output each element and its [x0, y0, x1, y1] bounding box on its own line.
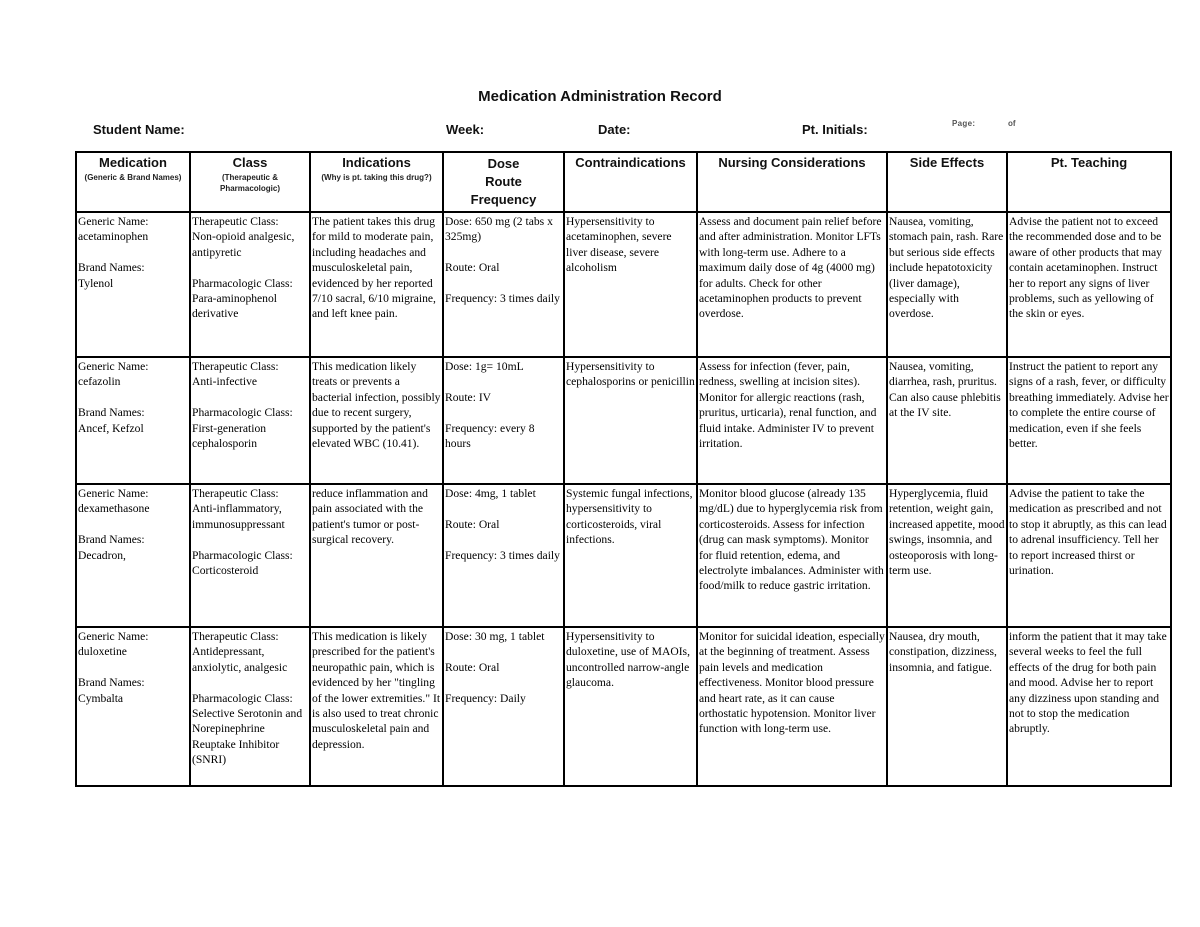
- date-label: Date:: [598, 122, 631, 137]
- cell-text: Hypersensitivity to acetaminophen, severe liver disease, severe alcoholism: [566, 215, 675, 275]
- cell-indications: [310, 212, 443, 357]
- cell-text: Therapeutic Class: Anti-infective Pharmacologic Class: First-generation cephalosporin: [192, 360, 293, 451]
- header-nursing-considerations: [697, 152, 887, 212]
- header-indications-title: Indications: [342, 155, 411, 170]
- cell-text: This medication likely treats or prevents a bacterial infection, possibly due to recent surgery, supported by the patient's elevated WBC (10.41).: [312, 360, 444, 451]
- header-medication-subtitle: (Generic & Brand Names): [84, 173, 182, 182]
- cell-text: Assess and document pain relief before and after administration. Monitor LFTs with long-term use. Adhere to a maximum daily dose of 4g (4000 mg) for adults. Check for other acetaminophen products to prevent overdose.: [699, 215, 885, 321]
- cell-pt-teaching: [1007, 357, 1171, 484]
- header-indications: [310, 152, 443, 212]
- cell-text: Assess for infection (fever, pain, redness, swelling at incision sites). Monitor for allergic reactions (rash, pruritus, urticaria), renal function, and fluid intake. Administer IV to prevent irritation.: [699, 360, 880, 451]
- cell-text: Therapeutic Class: Antidepressant, anxiolytic, analgesic Pharmacologic Class: Selective Serotonin and Norepinephrine Reuptake Inhibitor (SNRI): [192, 630, 303, 767]
- cell-text: Hyperglycemia, fluid retention, weight gain, increased appetite, mood swings, insomnia, and osteoporosis with long-term use.: [889, 487, 1008, 578]
- header-pt-teaching: [1007, 152, 1171, 212]
- header-frequency-title: Frequency: [470, 192, 537, 207]
- cell-side-effects: [887, 484, 1007, 627]
- table-row: [76, 212, 1171, 357]
- cell-text: Instruct the patient to report any signs of a rash, fever, or difficulty breathing immediately. Advise her to complete the entire course of medication, even if she feels better.: [1009, 360, 1172, 451]
- cell-pt-teaching: [1007, 484, 1171, 627]
- cell-class: [190, 484, 310, 627]
- cell-text: Dose: 1g= 10mL Route: IV Frequency: every 8 hours: [445, 360, 535, 451]
- cell-indications: [310, 484, 443, 627]
- cell-text: Generic Name: cefazolin Brand Names: Ancef, Kefzol: [78, 360, 149, 435]
- cell-text: Advise the patient to take the medication as prescribed and not to stop it abruptly, as this can lead to adrenal insufficiency. Tell her to report increased thirst or urination.: [1009, 487, 1170, 578]
- cell-text: Generic Name: acetaminophen Brand Names: Tylenol: [78, 215, 149, 290]
- cell-text: reduce inflammation and pain associated with the patient's tumor or post-surgical recovery.: [312, 487, 431, 547]
- cell-indications: [310, 357, 443, 484]
- cell-text: Therapeutic Class: Anti-inflammatory, immunosuppressant Pharmacologic Class: Corticosteroid: [192, 487, 293, 578]
- cell-text: Hypersensitivity to cephalosporins or penicillin: [566, 360, 695, 389]
- cell-text: Monitor for suicidal ideation, especially at the beginning of treatment. Assess pain levels and medication effectiveness. Monitor blood pressure and heart rate, as it can cause orthostatic hypotension. Monitor liver function with long-term use.: [699, 630, 888, 736]
- cell-text: Nausea, vomiting, stomach pain, rash. Rare but serious side effects include hepatotoxicity (liver damage), especially with overdose.: [889, 215, 1007, 321]
- cell-text: Monitor blood glucose (already 135 mg/dL) due to hyperglycemia risk from corticosteroids. Assess for infection (drug can mask symptoms). Monitor for fluid retention, edema, and electrolyte imbalances. Administer with food/milk to reduce gastric irritation.: [699, 487, 887, 593]
- cell-class: [190, 627, 310, 786]
- cell-text: This medication is likely prescribed for the patient's neuropathic pain, which is evidenced by her "tingling of the lower extremities." It is also used to treat chronic musculoskeletal pain and depression.: [312, 630, 443, 751]
- cell-text: Nausea, vomiting, diarrhea, rash, pruritus. Can also cause phlebitis at the IV site.: [889, 360, 1004, 420]
- cell-medication: [76, 484, 190, 627]
- cell-nursing-considerations: [697, 357, 887, 484]
- cell-side-effects: [887, 357, 1007, 484]
- cell-text: Dose: 4mg, 1 tablet Route: Oral Frequency: 3 times daily: [445, 487, 560, 562]
- cell-text: Systemic fungal infections, hypersensitivity to corticosteroids, viral infections.: [566, 487, 696, 547]
- cell-medication: [76, 212, 190, 357]
- cell-nursing-considerations: [697, 484, 887, 627]
- cell-contraindications: [564, 484, 697, 627]
- header-class-subtitle: (Therapeutic & Pharmacologic): [219, 173, 280, 193]
- header-medication: [76, 152, 190, 212]
- cell-text: Therapeutic Class: Non-opioid analgesic, antipyretic Pharmacologic Class: Para-aminophenol derivative: [192, 215, 295, 321]
- header-route-title: Route: [485, 174, 522, 189]
- cell-text: Generic Name: duloxetine Brand Names: Cymbalta: [78, 630, 149, 705]
- cell-side-effects: [887, 627, 1007, 786]
- header-contraindications: [564, 152, 697, 212]
- cell-class: [190, 357, 310, 484]
- cell-text: inform the patient that it may take several weeks to feel the full effects of the drug for both pain and mood. Advise her to report any dizziness upon standing and not to stop the medication abruptly.: [1009, 630, 1170, 736]
- header-indications-subtitle: (Why is pt. taking this drug?): [321, 173, 432, 182]
- cell-indications: [310, 627, 443, 786]
- header-class-title: Class: [232, 155, 268, 170]
- student-name-label: Student Name:: [93, 122, 185, 137]
- header-medication-title: Medication: [99, 155, 167, 170]
- header-nursing-considerations-title: Nursing Considerations: [718, 155, 866, 170]
- cell-text: Advise the patient not to exceed the recommended dose and to be aware of other products that may contain acetaminophen. Instruct her to report any signs of liver problems, such as yellowing of the skin or eyes.: [1009, 215, 1165, 321]
- week-label: Week:: [446, 122, 485, 137]
- cell-dose: [443, 627, 564, 786]
- cell-text: Dose: 650 mg (2 tabs x 325mg) Route: Oral Frequency: 3 times daily: [445, 215, 560, 306]
- table-row: [76, 484, 1171, 627]
- header-pt-teaching-title: Pt. Teaching: [1050, 155, 1128, 170]
- of-label: of: [1008, 119, 1016, 128]
- cell-text: Nausea, dry mouth, constipation, dizziness, insomnia, and fatigue.: [889, 630, 1000, 674]
- cell-medication: [76, 357, 190, 484]
- pt-initials-label: Pt. Initials:: [802, 122, 868, 137]
- medication-table: [75, 151, 1172, 787]
- cell-text: Generic Name: dexamethasone Brand Names: Decadron,: [78, 487, 150, 562]
- header-side-effects: [887, 152, 1007, 212]
- header-contraindications-title: Contraindications: [575, 155, 686, 170]
- cell-nursing-considerations: [697, 212, 887, 357]
- cell-contraindications: [564, 357, 697, 484]
- page-label: Page:: [952, 119, 976, 128]
- table-row: [76, 357, 1171, 484]
- cell-dose: [443, 357, 564, 484]
- cell-text: Hypersensitivity to duloxetine, use of MAOIs, uncontrolled narrow-angle glaucoma.: [566, 630, 693, 690]
- cell-contraindications: [564, 627, 697, 786]
- cell-nursing-considerations: [697, 627, 887, 786]
- header-dose-route-frequency: [443, 152, 564, 212]
- cell-dose: [443, 484, 564, 627]
- cell-text: Dose: 30 mg, 1 tablet Route: Oral Frequency: Daily: [445, 630, 545, 705]
- header-dose-title: Dose: [487, 156, 520, 171]
- cell-text: The patient takes this drug for mild to moderate pain, including headaches and musculoskeletal pain, evidenced by her reported 7/10 sacral, 6/10 migraine, and left knee pain.: [312, 215, 439, 321]
- cell-pt-teaching: [1007, 627, 1171, 786]
- cell-contraindications: [564, 212, 697, 357]
- cell-dose: [443, 212, 564, 357]
- cell-side-effects: [887, 212, 1007, 357]
- cell-medication: [76, 627, 190, 786]
- cell-pt-teaching: [1007, 212, 1171, 357]
- header-class: [190, 152, 310, 212]
- table-row: [76, 627, 1171, 786]
- header-side-effects-title: Side Effects: [909, 155, 985, 170]
- header-row: [76, 152, 1171, 212]
- cell-class: [190, 212, 310, 357]
- document-title: Medication Administration Record: [478, 88, 722, 105]
